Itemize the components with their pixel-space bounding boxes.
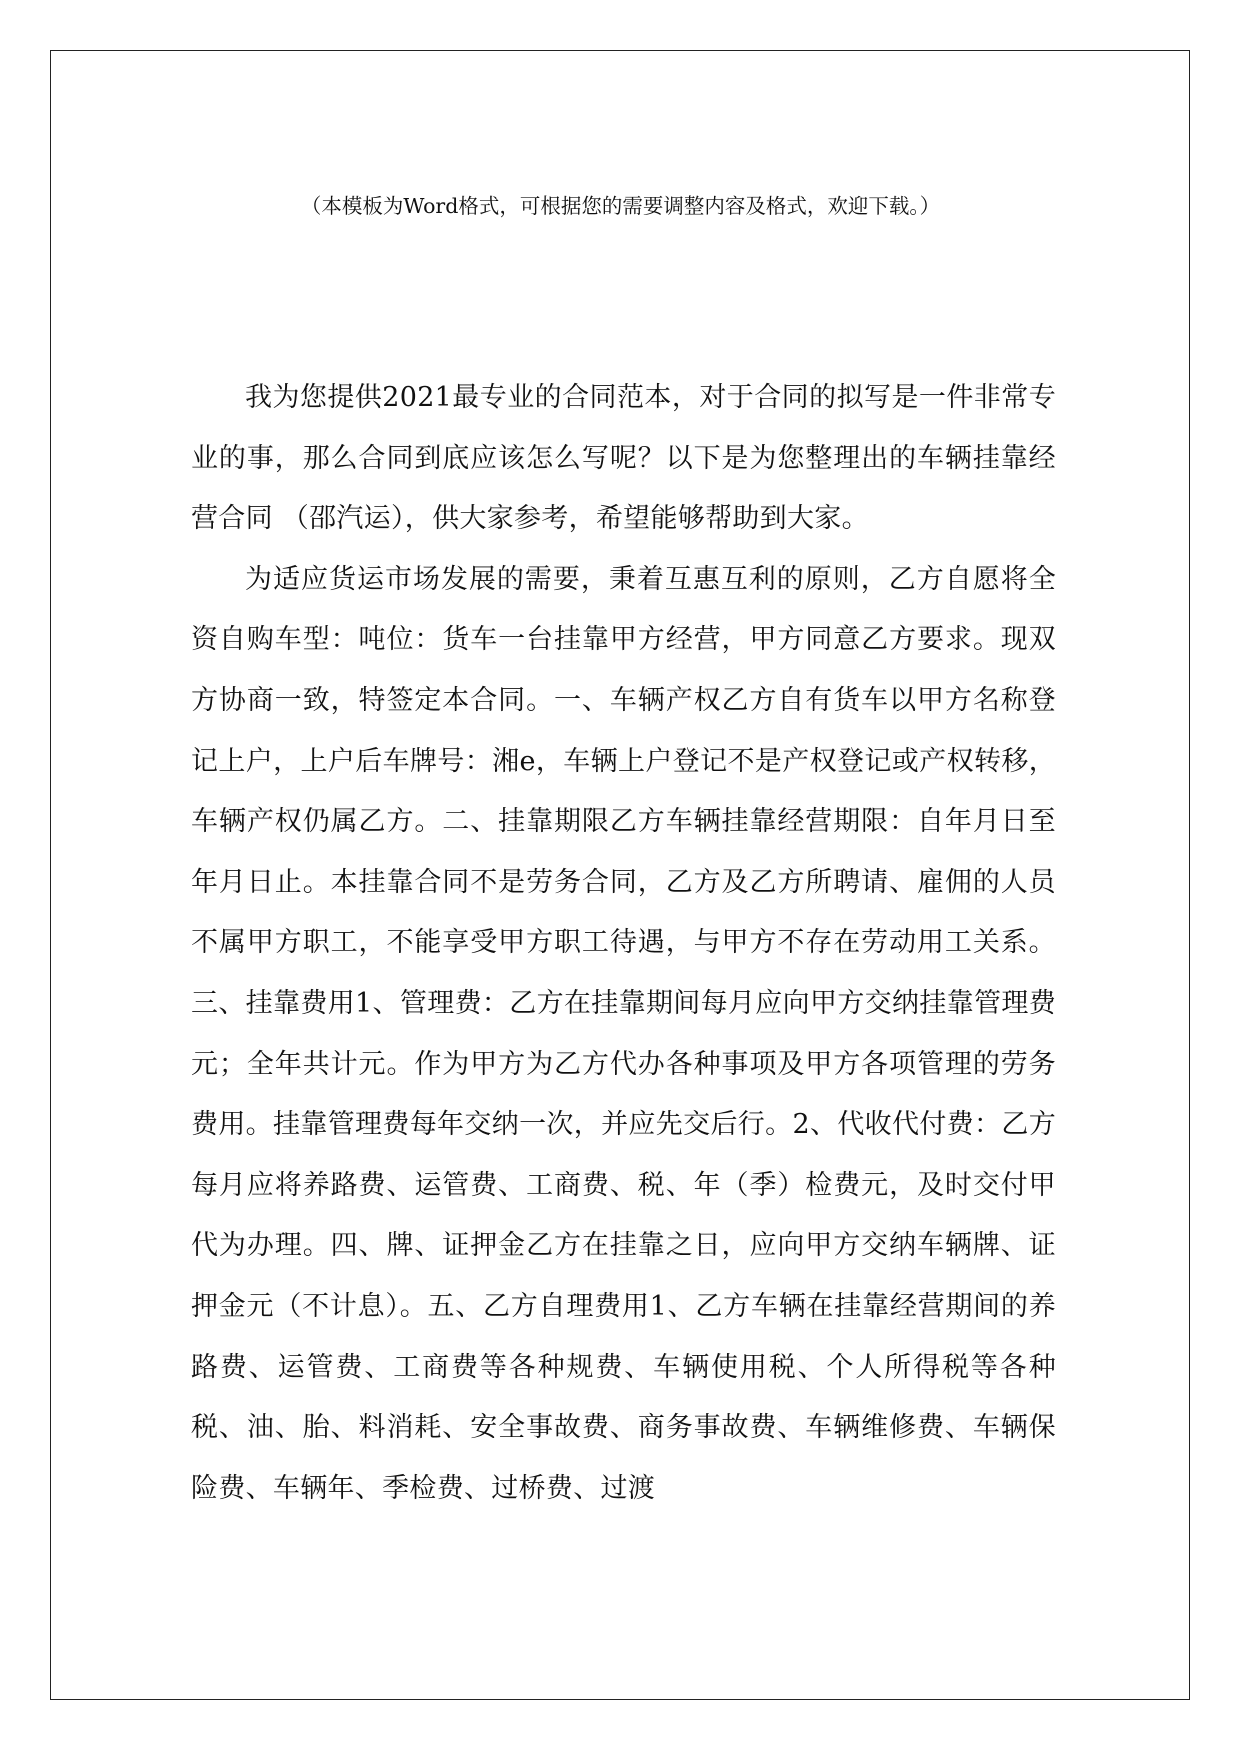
template-note: （本模板为Word格式，可根据您的需要调整内容及格式，欢迎下载。）	[300, 194, 941, 218]
document-body	[191, 368, 1056, 1519]
contract-paragraph: 为适应货运市场发展的需要，秉着互惠互利的原则，乙方自愿将全资自购车型：吨位：货车一台挂靠甲方经营，甲方同意乙方要求。现双方协商一致，特签定本合同。一、车辆产权乙方自有货车以甲方名称登记上户，上户后车牌号：湘e，车辆上户登记不是产权登记或产权转移，车辆产权仍属乙方。二、挂靠期限乙方车辆挂靠经营期限：自年月日至年月日止。本挂靠合同不是劳务合同，乙方及乙方所聘请、雇佣的人员不属甲方职工，不能享受甲方职工待遇，与甲方不存在劳动用工关系。三、挂靠费用1、管理费：乙方在挂靠期间每月应向甲方交纳挂靠管理费元；全年共计元。作为甲方为乙方代办各种事项及甲方各项管理的劳务费用。挂靠管理费每年交纳一次，并应先交后行。2、代收代付费：乙方每月应将养路费、运管费、工商费、税、年（季）检费元，及时交付甲代为办理。四、牌、证押金乙方在挂靠之日，应向甲方交纳车辆牌、证押金元（不计息）。五、乙方自理费用1、乙方车辆在挂靠经营期间的养路费、运管费、工商费等各种规费、车辆使用税、个人所得税等各种税、油、胎、料消耗、安全事故费、商务事故费、车辆维修费、车辆保险费、车辆年、季检费、过桥费、过渡	[191, 563, 1056, 1504]
intro-paragraph: 我为您提供2021最专业的合同范本，对于合同的拟写是一件非常专业的事，那么合同到底应该怎么写呢？以下是为您整理出的车辆挂靠经营合同 （邵汽运），供大家参考，希望能够帮助到大家。	[191, 382, 1056, 535]
